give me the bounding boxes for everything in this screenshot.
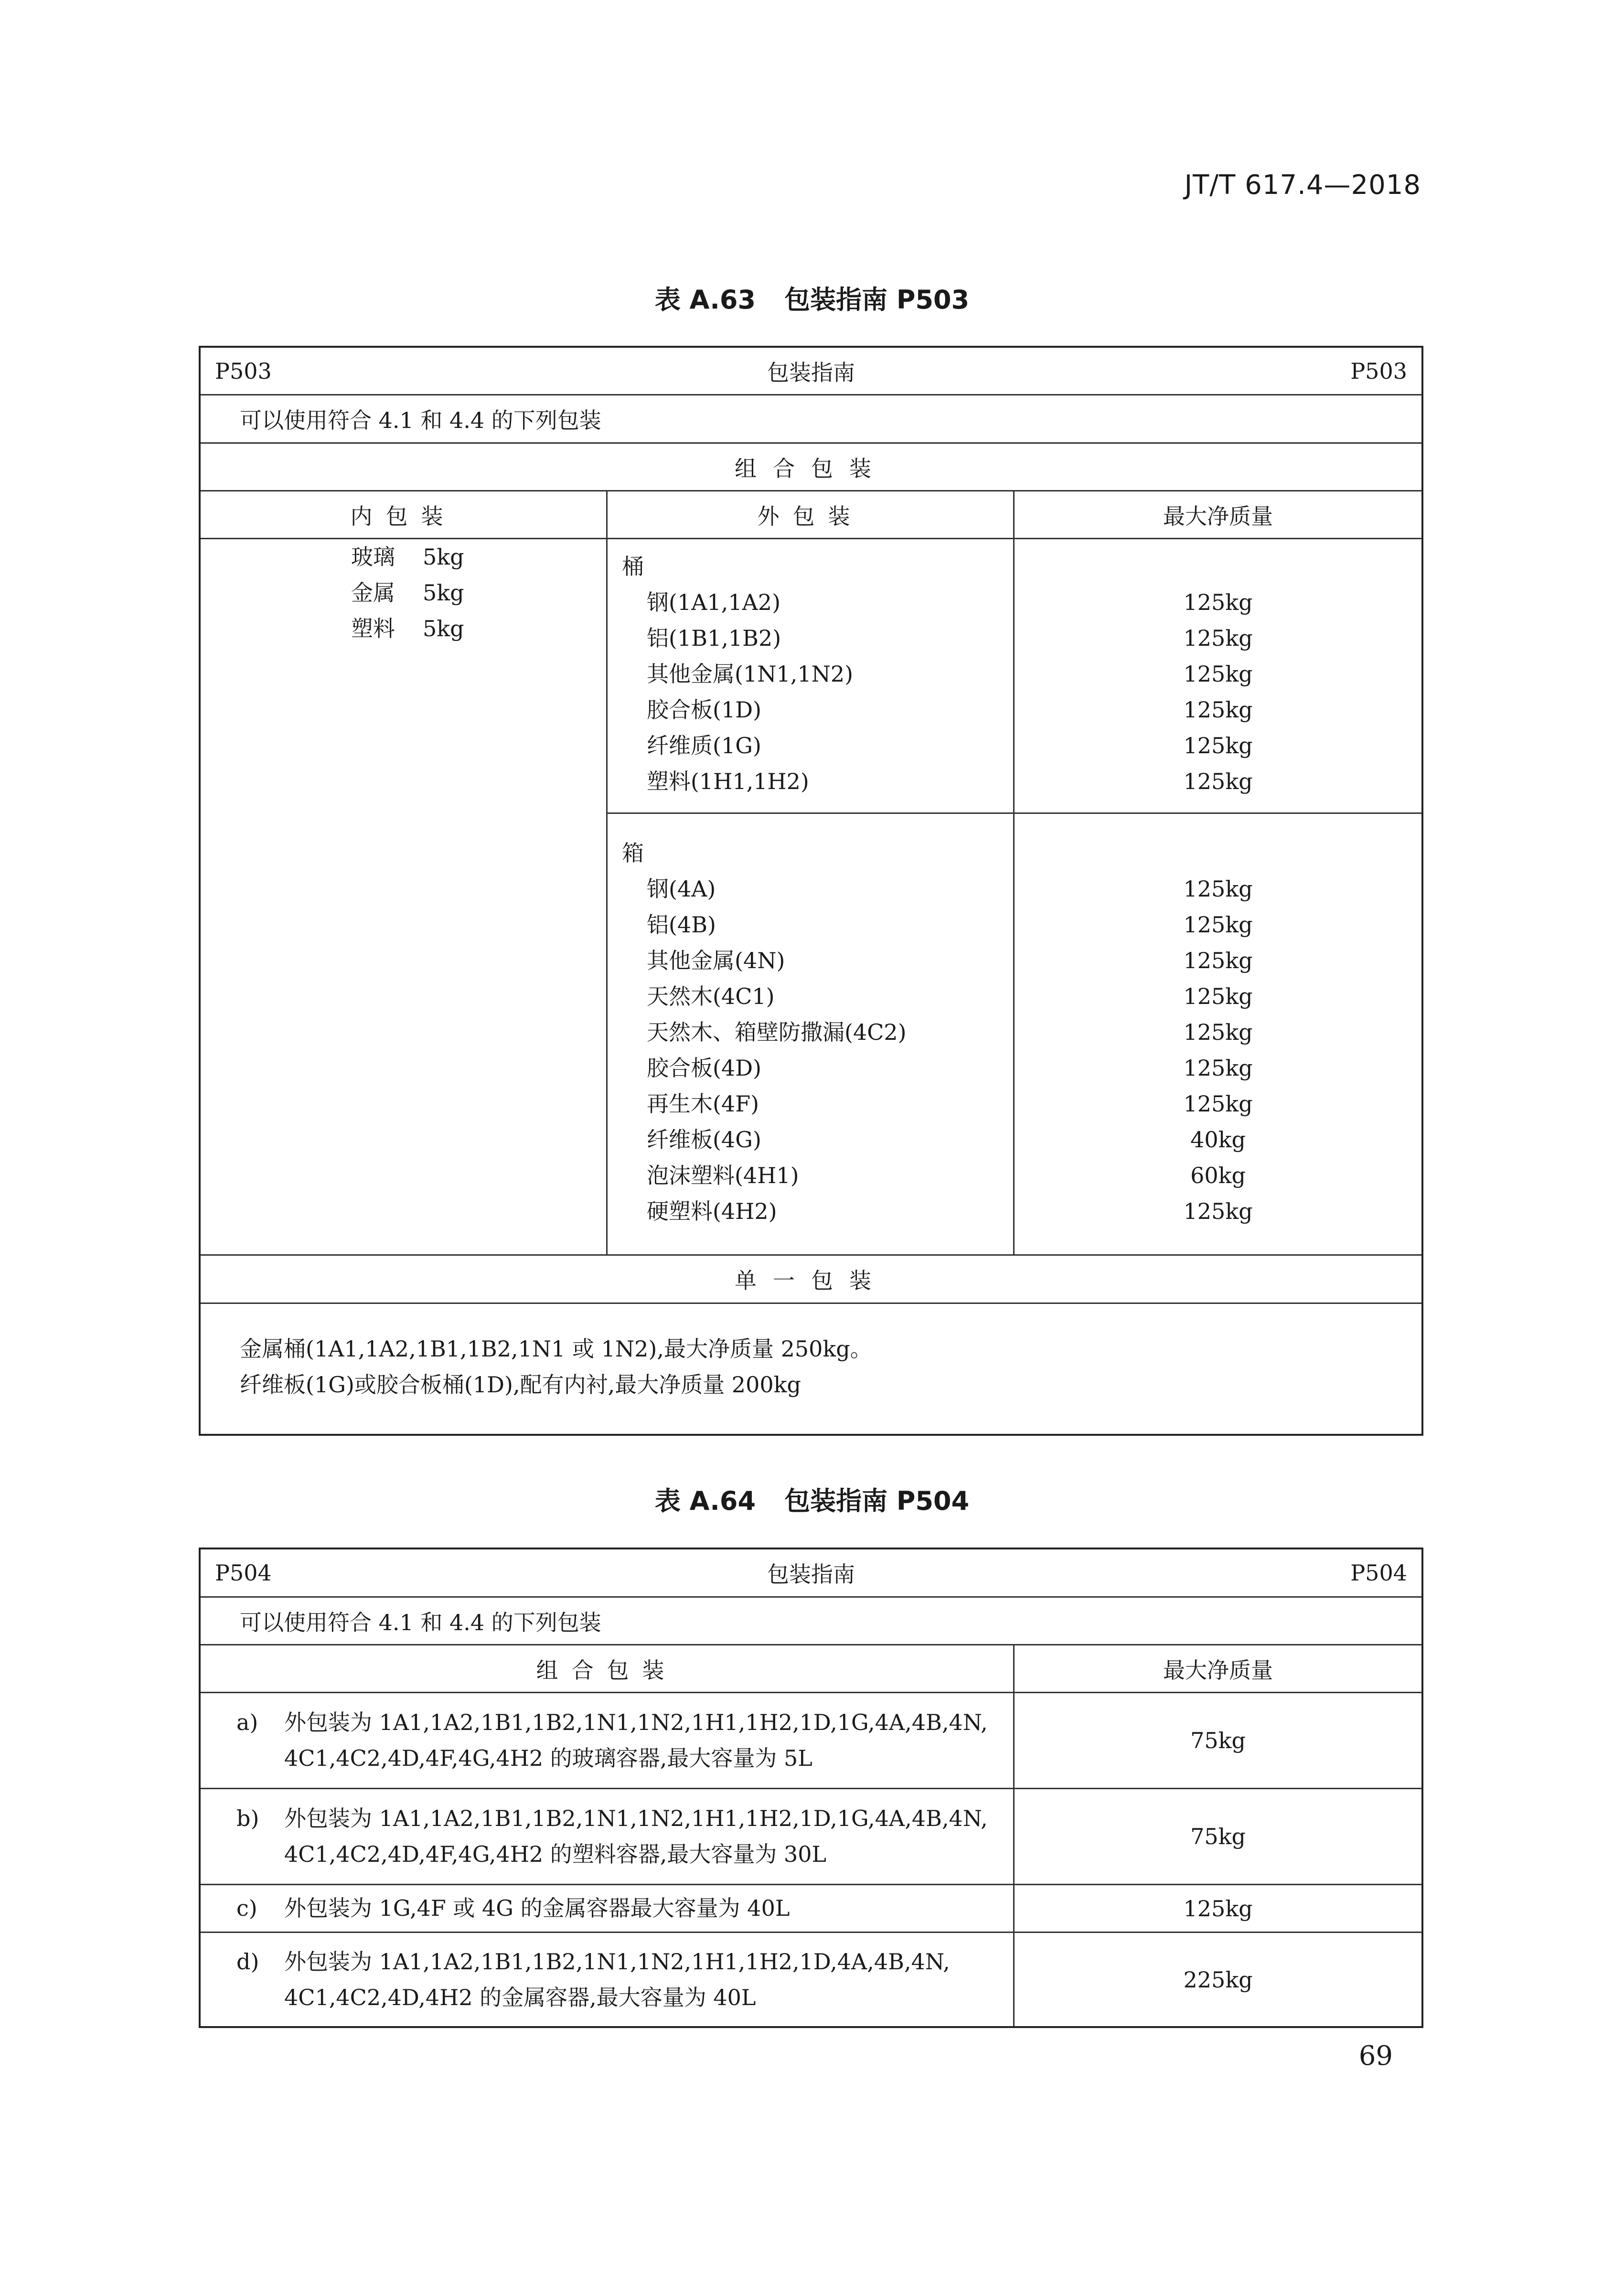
row-max: 225kg <box>1183 1966 1253 1993</box>
inner-item: 金属 5kg <box>351 580 464 606</box>
row-text-line: 外包装为 1G,4F 或 4G 的金属容器最大容量为 40L <box>284 1895 790 1921</box>
row-text-line: 4C1,4C2,4D,4F,4G,4H2 的塑料容器,最大容量为 30L <box>284 1841 827 1867</box>
box-item: 铝(4B) <box>647 912 716 938</box>
table-title: 包装指南 <box>767 1561 855 1587</box>
combined-heading: 组合包装 <box>735 455 887 481</box>
page-number: 69 <box>1358 2040 1393 2071</box>
drum-item: 钢(1A1,1A2) <box>647 589 781 615</box>
col-combined-header: 组合包装 <box>201 1645 1015 1692</box>
box-item: 纤维板(4G) <box>647 1127 761 1153</box>
drum-item: 胶合板(1D) <box>647 697 762 723</box>
col-outer-header: 外包装 <box>608 491 1015 538</box>
caption-number: 表 A.63 <box>654 285 756 315</box>
box-item: 钢(4A) <box>647 876 716 902</box>
drum-max: 125kg <box>1183 697 1253 723</box>
table-a64 <box>199 1548 1423 2028</box>
drums-cell <box>608 539 1015 814</box>
row-text-line: 4C1,4C2,4D,4H2 的金属容器,最大容量为 40L <box>284 1984 756 2010</box>
caption-number: 表 A.64 <box>654 1486 756 1516</box>
box-item: 泡沫塑料(4H1) <box>647 1163 799 1188</box>
row-item-c <box>236 1890 790 1926</box>
drum-max: 125kg <box>1183 769 1253 794</box>
row-max: 75kg <box>1190 1728 1246 1753</box>
box-max: 125kg <box>1183 1198 1253 1224</box>
single-line: 纤维板(1G)或胶合板桶(1D),配有内衬,最大净质量 200kg <box>240 1372 801 1398</box>
table-row <box>201 1885 1421 1933</box>
row-item-a <box>236 1705 988 1776</box>
inner-item: 塑料 5kg <box>351 616 464 641</box>
single-heading-row <box>201 1256 1421 1304</box>
row-text-line: 外包装为 1A1,1A2,1B1,1B2,1N1,1N2,1H1,1H2,1D,4A,4B,4N, <box>284 1948 950 1975</box>
table-a64-caption <box>0 1481 1624 1517</box>
row-item-d <box>236 1944 950 2016</box>
drums-max-cell <box>1015 539 1421 814</box>
box-max: 125kg <box>1183 876 1253 902</box>
drums-heading: 桶 <box>622 554 644 579</box>
combined-heading-row <box>201 444 1421 491</box>
drum-item: 铝(1B1,1B2) <box>647 625 781 651</box>
boxes-cell <box>608 814 1015 1254</box>
intro-row <box>201 395 1421 444</box>
drum-item: 塑料(1H1,1H2) <box>647 769 809 794</box>
boxes-max-cell <box>1015 814 1421 1254</box>
table-row <box>201 1693 1421 1789</box>
table-a63-caption <box>0 279 1624 316</box>
table-row <box>201 1933 1421 2026</box>
intro-text: 可以使用符合 4.1 和 4.4 的下列包装 <box>240 407 601 433</box>
drum-item: 其他金属(1N1,1N2) <box>647 661 854 687</box>
box-max: 125kg <box>1183 983 1253 1009</box>
caption-title: 包装指南 P503 <box>784 285 970 315</box>
row-label: b) <box>236 1805 259 1831</box>
table-title-row <box>201 348 1421 395</box>
col-max-header: 最大净质量 <box>1163 1657 1273 1683</box>
standard-number: JT/T 617.4—2018 <box>1184 170 1421 201</box>
box-item: 天然木、箱壁防撒漏(4C2) <box>647 1019 907 1045</box>
row-text-line: 外包装为 1A1,1A2,1B1,1B2,1N1,1N2,1H1,1H2,1D,1G,4A,4B,4N, <box>284 1709 988 1735</box>
box-max: 125kg <box>1183 948 1253 973</box>
table-a63 <box>199 346 1423 1436</box>
code-left: P503 <box>215 358 272 384</box>
row-label: d) <box>236 1948 259 1975</box>
row-label: a) <box>236 1709 258 1735</box>
box-item: 硬塑料(4H2) <box>647 1198 777 1224</box>
row-max: 75kg <box>1190 1824 1246 1849</box>
box-max: 40kg <box>1190 1127 1246 1153</box>
drum-max: 125kg <box>1183 661 1253 687</box>
boxes-heading: 箱 <box>622 840 644 866</box>
single-line: 金属桶(1A1,1A2,1B1,1B2,1N1 或 1N2),最大净质量 250kg。 <box>240 1336 872 1362</box>
row-item-b <box>236 1801 988 1872</box>
box-max: 125kg <box>1183 1055 1253 1081</box>
row-label: c) <box>236 1895 257 1921</box>
column-header-row <box>201 491 1421 539</box>
box-max: 125kg <box>1183 1019 1253 1045</box>
box-item: 其他金属(4N) <box>647 948 785 973</box>
drum-max: 125kg <box>1183 625 1253 651</box>
box-item: 再生木(4F) <box>647 1091 759 1117</box>
code-right: P504 <box>1350 1560 1407 1586</box>
box-max: 125kg <box>1183 912 1253 938</box>
inner-packaging-cell <box>201 539 608 1254</box>
col-inner-header: 内包装 <box>201 491 608 538</box>
box-max: 125kg <box>1183 1091 1253 1117</box>
combined-body <box>201 539 1421 1256</box>
code-left: P504 <box>215 1560 272 1586</box>
table-row <box>201 1789 1421 1885</box>
row-max: 125kg <box>1183 1895 1253 1922</box>
inner-item: 玻璃 5kg <box>351 544 464 570</box>
code-right: P503 <box>1350 358 1407 384</box>
box-item: 天然木(4C1) <box>647 983 775 1009</box>
single-heading: 单一包装 <box>735 1268 887 1293</box>
table-title-row <box>201 1549 1421 1598</box>
col-max-header: 最大净质量 <box>1163 503 1273 529</box>
box-max: 60kg <box>1190 1163 1246 1188</box>
drum-max: 125kg <box>1183 733 1253 758</box>
row-text-line: 外包装为 1A1,1A2,1B1,1B2,1N1,1N2,1H1,1H2,1D,1G,4A,4B,4N, <box>284 1805 988 1831</box>
column-header-row <box>201 1645 1421 1693</box>
intro-row <box>201 1598 1421 1645</box>
drum-max: 125kg <box>1183 589 1253 615</box>
caption-title: 包装指南 P504 <box>784 1486 970 1516</box>
table-title: 包装指南 <box>767 359 855 385</box>
box-item: 胶合板(4D) <box>647 1055 762 1081</box>
row-text-line: 4C1,4C2,4D,4F,4G,4H2 的玻璃容器,最大容量为 5L <box>284 1745 812 1771</box>
drum-item: 纤维质(1G) <box>647 733 761 758</box>
single-body-row <box>201 1304 1421 1434</box>
intro-text: 可以使用符合 4.1 和 4.4 的下列包装 <box>240 1609 601 1635</box>
